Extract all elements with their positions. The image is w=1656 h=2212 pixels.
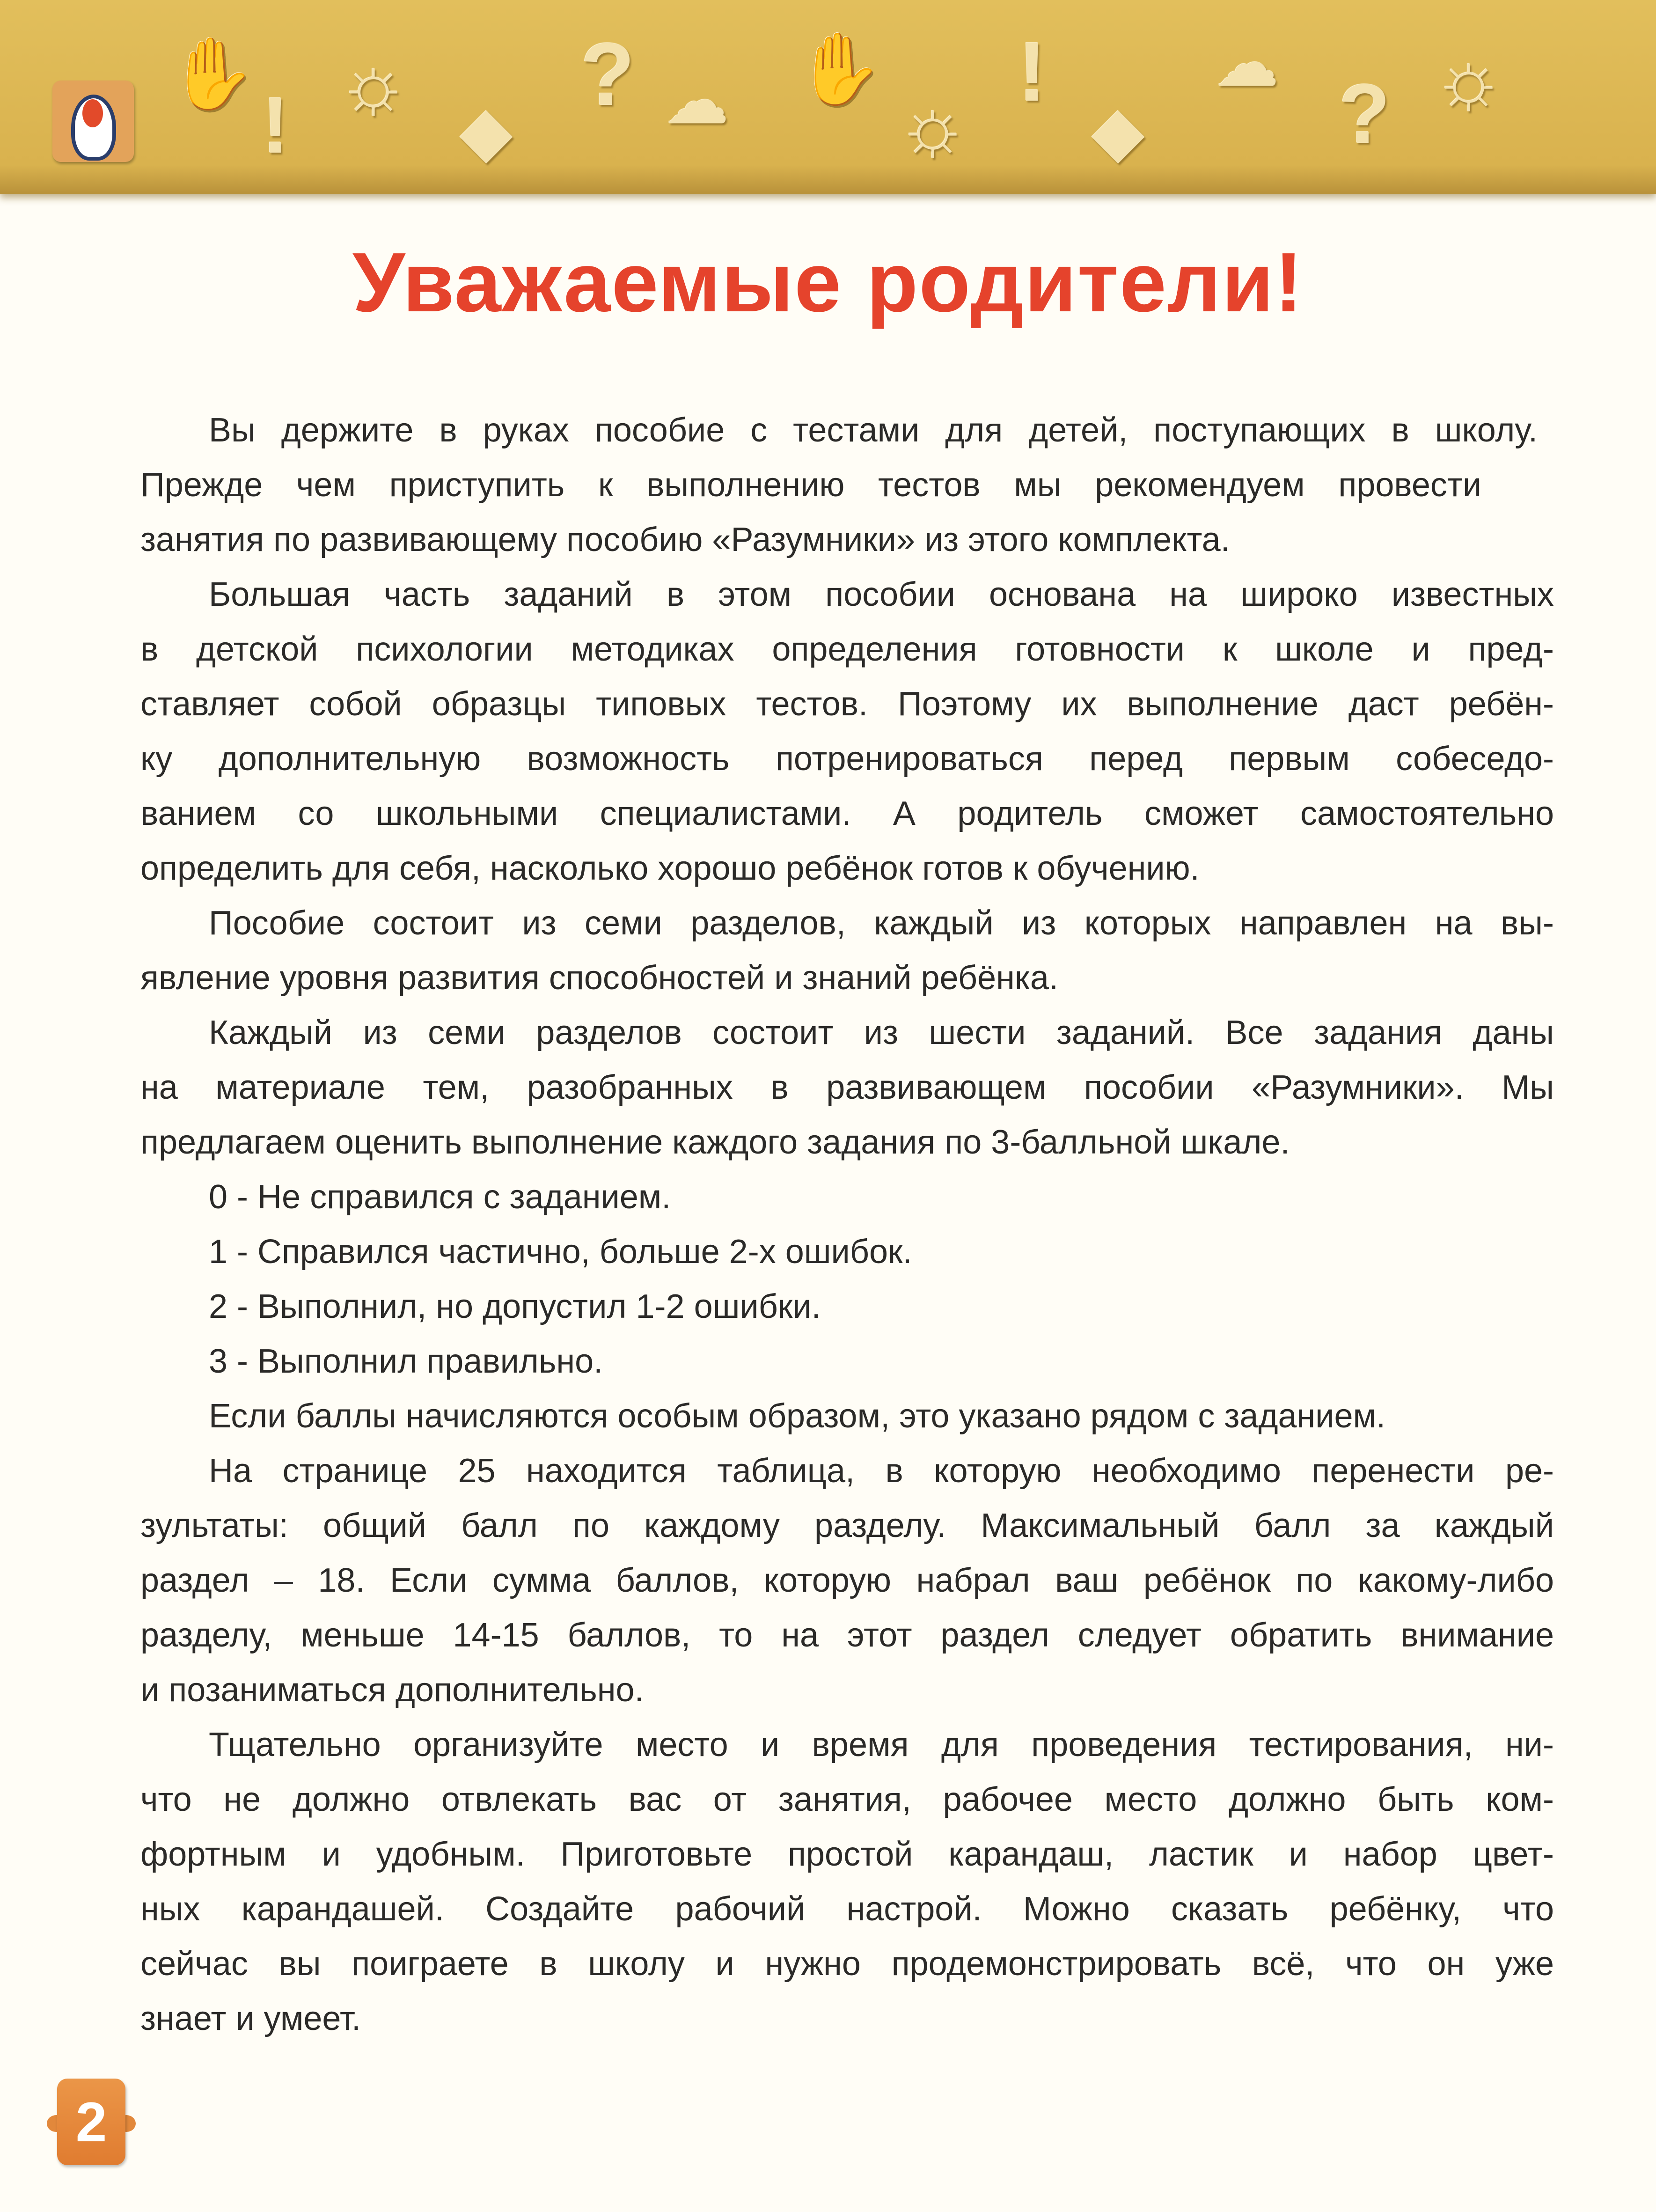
line-text: предлагаем оценить выполнение каждого задания по 3-балльной шкале.: [140, 1124, 1290, 1161]
sun-icon: ☼: [1432, 34, 1505, 123]
paragraph-line: [140, 1499, 1554, 1553]
paragraph-line: [140, 1553, 1554, 1608]
page-number: 2: [57, 2079, 125, 2165]
paragraph-line: [140, 951, 1554, 1006]
line-text: знает и умеет.: [140, 2000, 361, 2037]
line-text: Большая часть заданий в этом пособии основана на широко известных: [209, 576, 1554, 613]
graduation-cap-icon: ◆: [1093, 95, 1143, 168]
line-text: сейчас вы поиграете в школу и нужно продемонстрировать всё, что он уже: [140, 1945, 1554, 1983]
exclamation-icon: !: [1018, 25, 1046, 119]
line-text: и позаниматься дополнительно.: [140, 1671, 644, 1709]
paragraph-line: [140, 403, 1554, 458]
line-text: ставляет собой образцы типовых тестов. Поэтому их выполнение даст ребён-: [140, 685, 1554, 723]
exclamation-icon: !: [262, 81, 289, 170]
line-text: 2 - Выполнил, но допустил 1-2 ошибки.: [209, 1288, 821, 1325]
thought-cloud-icon: ☁: [667, 67, 728, 135]
sun-icon: ☼: [896, 81, 969, 170]
line-text: Пособие состоит из семи разделов, каждый из которых направлен на вы-: [209, 904, 1554, 942]
paragraph-line: [140, 1608, 1554, 1663]
line-text: ку дополнительную возможность потренироваться перед первым собеседо-: [140, 740, 1554, 778]
paragraph-line: [140, 622, 1554, 677]
paragraph-line: [140, 1060, 1554, 1115]
line-text: явление уровня развития способностей и знаний ребёнка.: [140, 959, 1058, 997]
paragraph-line: [140, 1992, 1554, 2046]
paragraph-line: [140, 567, 1554, 622]
paragraph-line: [140, 1937, 1554, 1992]
paragraph-line: [140, 786, 1554, 841]
line-text: Каждый из семи разделов состоит из шести заданий. Все задания даны: [209, 1014, 1554, 1051]
line-text: разделу, меньше 14-15 баллов, то на этот раздел следует обратить внимание: [140, 1617, 1554, 1654]
hand-icon: ✋: [796, 29, 883, 108]
body-text: [140, 403, 1554, 2046]
paragraph-line: [140, 1006, 1554, 1060]
paragraph-line: [140, 1389, 1554, 1444]
graduation-cap-icon: ◆: [461, 95, 512, 168]
line-text: ванием со школьными специалистами. А родитель сможет самостоятельно: [140, 795, 1554, 832]
paragraph-line: [140, 1444, 1554, 1499]
line-text: ных карандашей. Создайте рабочий настрой. Можно сказать ребёнку, что: [140, 1890, 1554, 1928]
question-icon: ?: [580, 25, 635, 124]
line-text: Вы держите в руках пособие с тестами для детей, поступающих в школу.: [209, 412, 1538, 449]
paragraph-line: [140, 1882, 1554, 1937]
bird-logo: [52, 81, 134, 162]
line-text: Прежде чем приступить к выполнению тестов мы рекомендуем провести: [140, 466, 1482, 504]
paragraph-line: [140, 732, 1554, 786]
paragraph-line: [140, 513, 1554, 567]
line-text: определить для себя, насколько хорошо ребёнок готов к обучению.: [140, 850, 1200, 887]
page-title: Уважаемые родители!: [352, 235, 1304, 330]
line-text: на материале тем, разобранных в развивающем пособии «Разумники». Мы: [140, 1069, 1554, 1106]
paragraph-line: [140, 1279, 1554, 1334]
paragraph-line: [140, 458, 1554, 513]
hand-icon: ✋: [169, 34, 256, 113]
line-text: 1 - Справился частично, больше 2-х ошибок.: [209, 1233, 912, 1271]
line-text: Если баллы начисляются особым образом, это указано рядом с заданием.: [209, 1397, 1386, 1435]
line-text: Тщательно организуйте место и время для проведения тестирования, ни-: [209, 1726, 1554, 1764]
line-text: что не должно отвлекать вас от занятия, рабочее место должно быть ком-: [140, 1781, 1554, 1818]
paragraph-line: [140, 1225, 1554, 1279]
line-text: На странице 25 находится таблица, в которую необходимо перенести ре-: [209, 1452, 1554, 1490]
line-text: фортным и удобным. Приготовьте простой карандаш, ластик и набор цвет-: [140, 1836, 1554, 1873]
paragraph-line: [140, 677, 1554, 732]
line-text: раздел – 18. Если сумма баллов, которую набрал ваш ребёнок по какому-либо: [140, 1562, 1554, 1599]
line-text: 0 - Не справился с заданием.: [209, 1178, 671, 1216]
paragraph-line: [140, 1115, 1554, 1170]
paragraph-line: [140, 1827, 1554, 1882]
thought-cloud-icon: ☁: [1217, 29, 1278, 98]
line-text: 3 - Выполнил правильно.: [209, 1343, 603, 1380]
paragraph-line: [140, 896, 1554, 951]
paragraph-line: [140, 1170, 1554, 1225]
question-icon: ?: [1339, 67, 1390, 161]
sun-icon: ☼: [337, 39, 410, 128]
paragraph-line: [140, 1334, 1554, 1389]
paragraph-line: [140, 1663, 1554, 1718]
header-banner: [0, 0, 1656, 194]
paragraph-line: [140, 1772, 1554, 1827]
page-number-badge: [47, 2079, 136, 2165]
bird-breast-shape: [82, 99, 103, 127]
line-text: занятия по развивающему пособию «Разумники» из этого комплекта.: [140, 521, 1230, 559]
line-text: в детской психологии методиках определения готовности к школе и пред-: [140, 631, 1554, 668]
line-text: зультаты: общий балл по каждому разделу. Максимальный балл за каждый: [140, 1507, 1554, 1544]
paragraph-line: [140, 1718, 1554, 1772]
paragraph-line: [140, 841, 1554, 896]
